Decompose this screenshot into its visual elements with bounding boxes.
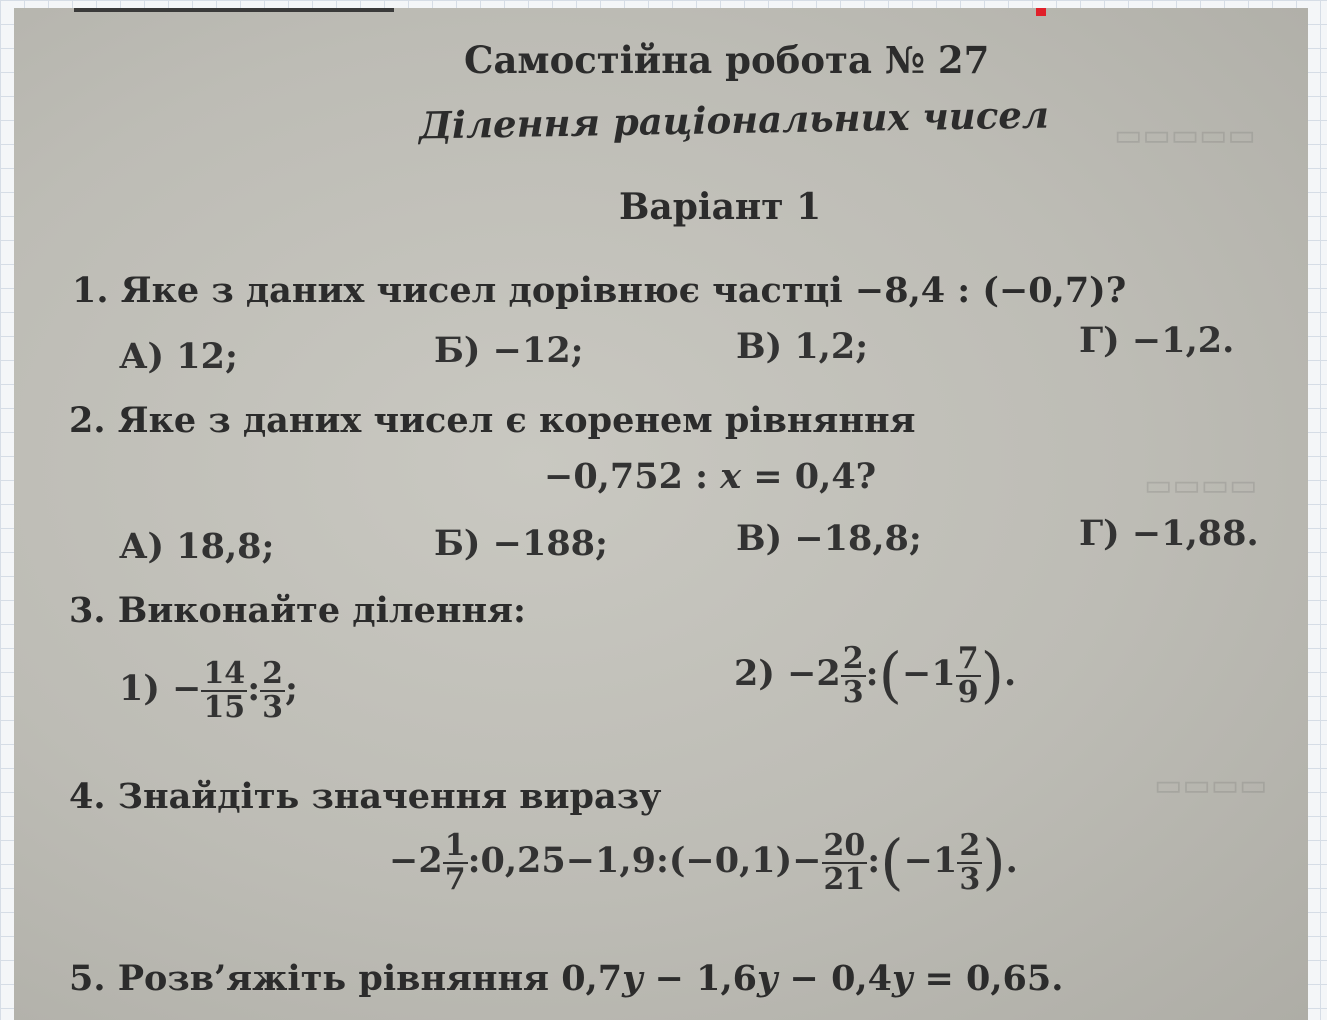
fraction-denominator: 7 — [444, 861, 466, 897]
task1-number: 1. — [72, 270, 109, 311]
division-sign: : — [865, 653, 879, 694]
task1-option-a: А) 12; — [119, 336, 238, 377]
task2-equation — [544, 456, 876, 497]
equation-part: = 0,65. — [912, 958, 1064, 999]
page-subtitle: Ділення раціональних чисел — [418, 92, 1050, 148]
equation-variable: y — [622, 958, 643, 999]
task4-expression — [389, 827, 1018, 898]
fraction-denominator: 21 — [823, 861, 866, 897]
fraction-denominator: 15 — [203, 689, 246, 725]
division-sign: : — [247, 668, 261, 709]
equation-variable: y — [891, 958, 913, 999]
task2-number: 2. — [69, 400, 106, 441]
fraction — [957, 830, 982, 895]
bleed-through-decoration: ▭▭▭▭ — [1154, 768, 1268, 803]
task2-text: Яке з даних чисел є коренем рівняння — [117, 400, 916, 441]
right-paren: ) — [980, 640, 1004, 711]
bleed-through-decoration: ▭▭▭▭ — [1144, 468, 1258, 503]
fraction — [260, 658, 285, 723]
fraction — [443, 830, 468, 895]
fraction-numerator: 20 — [823, 828, 866, 863]
task5-text: Розв’яжіть рівняння 0,7 — [117, 958, 623, 999]
task4-text: Знайдіть значення виразу — [117, 776, 662, 817]
equation-part: − 0,4 — [777, 958, 892, 999]
fraction — [822, 830, 868, 895]
expression-middle: :0,25−1,9:(−0,1)− — [467, 840, 822, 881]
task2-eq-variable: x — [720, 456, 742, 497]
fraction-numerator: 2 — [842, 641, 864, 676]
task2-option-c: В) −18,8; — [736, 518, 922, 559]
bleed-through-decoration: ▭▭▭▭▭ — [1114, 118, 1256, 153]
right-paren: ) — [982, 827, 1006, 898]
mixed-number-whole: −2 — [389, 840, 443, 881]
task3-item1-label: 1) — [119, 668, 160, 709]
worksheet-page — [14, 8, 1308, 1020]
fraction — [956, 643, 981, 708]
task1-option-c: В) 1,2; — [736, 326, 869, 367]
page-title: Самостійна робота № 27 — [464, 38, 990, 82]
punctuation: . — [1005, 840, 1018, 881]
task3-number: 3. — [69, 590, 106, 631]
task2-eq-right: = 0,4? — [741, 456, 877, 497]
task2-option-d: Г) −1,88. — [1079, 513, 1259, 554]
task3-text: Виконайте ділення: — [117, 590, 526, 631]
task1-text: Яке з даних чисел дорівнює частці −8,4 : (−0,7)? — [120, 270, 1127, 311]
punctuation: ; — [284, 668, 298, 709]
fraction — [841, 643, 866, 708]
task5-number: 5. — [69, 958, 106, 999]
task3-question — [69, 590, 526, 631]
fraction-numerator: 14 — [203, 656, 246, 691]
punctuation: . — [1004, 653, 1017, 694]
fraction-numerator: 7 — [957, 641, 979, 676]
task1-option-d: Г) −1,2. — [1079, 320, 1235, 361]
task1-question — [72, 270, 1126, 311]
task2-option-a: А) 18,8; — [119, 526, 275, 567]
red-marker — [1036, 8, 1046, 16]
mixed-number-whole: −1 — [903, 840, 958, 881]
fraction-numerator: 2 — [262, 656, 283, 691]
left-paren: ( — [880, 827, 904, 898]
fraction-numerator: 2 — [959, 828, 981, 863]
division-sign: : — [867, 840, 881, 881]
fraction-denominator: 3 — [959, 861, 981, 897]
equation-part: − 1,6 — [642, 958, 758, 999]
fraction-denominator: 3 — [842, 674, 864, 710]
fraction-denominator: 9 — [957, 674, 979, 710]
task2-question — [69, 400, 916, 441]
task3-item1 — [119, 658, 298, 723]
task1-option-b: Б) −12; — [434, 330, 584, 371]
task3-item1-sign: − — [172, 668, 202, 709]
task5-question — [69, 958, 1063, 999]
task2-option-b: Б) −188; — [434, 523, 608, 564]
fraction-numerator: 1 — [444, 828, 466, 863]
fraction-denominator: 3 — [262, 689, 283, 725]
left-paren: ( — [878, 640, 903, 711]
task4-number: 4. — [69, 776, 106, 817]
task2-eq-left: −0,752 : — [544, 456, 721, 497]
equation-variable: y — [757, 958, 778, 999]
task4-question — [69, 776, 661, 817]
task3-item2 — [734, 640, 1017, 711]
task3-item2-label: 2) — [734, 653, 775, 694]
fraction — [201, 658, 247, 723]
top-edge-bar — [74, 8, 394, 12]
mixed-number-whole: −1 — [902, 653, 956, 694]
variant-label: Варіант 1 — [619, 186, 822, 228]
mixed-number-whole: −2 — [787, 653, 841, 694]
